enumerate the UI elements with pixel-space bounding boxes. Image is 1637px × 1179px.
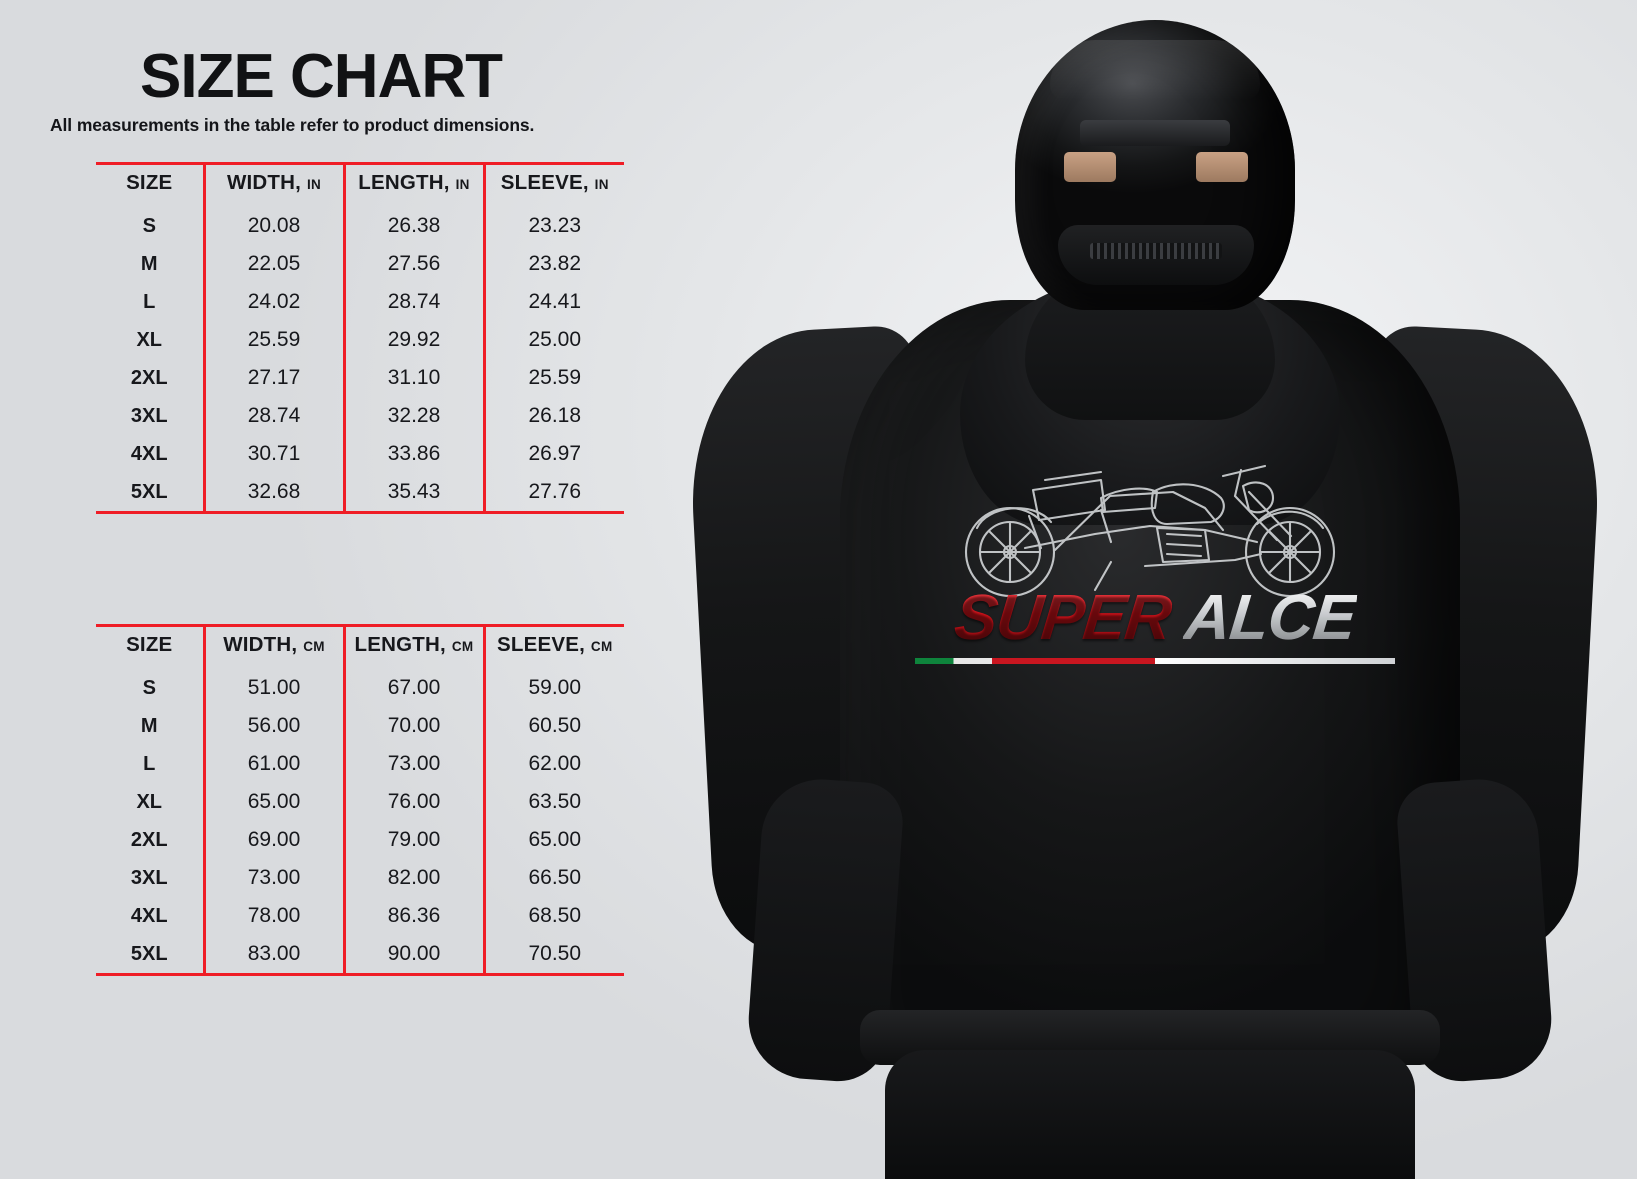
column-header-size: SIZE [126, 633, 173, 657]
column-header-sleeve-unit: CM [590, 639, 613, 655]
table-row [96, 783, 624, 821]
cell-length: 67.00 [344, 669, 484, 707]
cell-width: 73.00 [204, 859, 344, 897]
cell-size: 5XL [130, 942, 168, 965]
table-row [96, 935, 624, 973]
table-row [96, 707, 624, 745]
column-header-width-unit: CM [303, 639, 325, 655]
cell-width: 24.02 [204, 283, 344, 321]
cell-size: 3XL [130, 866, 168, 889]
helmet-left-pad [1064, 152, 1116, 182]
cell-length: 79.00 [344, 821, 484, 859]
cell-width: 61.00 [204, 745, 344, 783]
page-subtitle: All measurements in the table refer to product dimensions. [50, 115, 535, 136]
page-title: SIZE CHART [140, 42, 502, 111]
cell-size: 4XL [130, 442, 168, 465]
helmet-right-pad [1196, 152, 1248, 182]
cell-width: 69.00 [204, 821, 344, 859]
cell-size: S [142, 214, 156, 237]
column-header-width-label: WIDTH, [226, 171, 302, 195]
print-underline [1155, 658, 1395, 664]
cell-size: 2XL [130, 366, 168, 389]
cell-length: 29.92 [344, 321, 484, 359]
cell-sleeve: 24.41 [484, 283, 624, 321]
size-table-centimeters [96, 624, 700, 976]
cell-width: 28.74 [204, 397, 344, 435]
table-row [96, 435, 624, 473]
cell-sleeve: 63.50 [484, 783, 624, 821]
column-header-length-label: LENGTH, [354, 633, 446, 657]
model-pants [885, 1050, 1415, 1179]
cell-width: 32.68 [204, 473, 344, 511]
column-header-width [204, 165, 344, 207]
cell-length: 31.10 [344, 359, 484, 397]
cell-size: 5XL [130, 480, 168, 503]
helmet-vent [1080, 120, 1230, 146]
table-row [96, 245, 624, 283]
table-bottom-rule [96, 973, 624, 976]
cell-width: 83.00 [204, 935, 344, 973]
column-header-sleeve [484, 165, 624, 207]
cell-sleeve: 25.00 [484, 321, 624, 359]
helmet-chin-vent [1090, 243, 1222, 259]
cell-width: 20.08 [204, 207, 344, 245]
product-photo [660, 0, 1637, 1179]
column-header-sleeve-unit: IN [594, 177, 609, 193]
motorcycle-icon [905, 430, 1405, 600]
cell-length: 27.56 [344, 245, 484, 283]
cell-width: 51.00 [204, 669, 344, 707]
model-figure [660, 0, 1637, 1179]
cell-size: 4XL [130, 904, 168, 927]
table-row [96, 669, 624, 707]
cell-width: 25.59 [204, 321, 344, 359]
column-header-length [344, 165, 484, 207]
cell-sleeve: 70.50 [484, 935, 624, 973]
cell-size: XL [136, 328, 163, 351]
tables-container [96, 162, 700, 976]
cell-length: 86.36 [344, 897, 484, 935]
cell-size: 3XL [130, 404, 168, 427]
column-header-width-label: WIDTH, [223, 633, 298, 657]
cell-length: 73.00 [344, 745, 484, 783]
table-row [96, 821, 624, 859]
table-header-row [96, 627, 624, 669]
cell-sleeve: 59.00 [484, 669, 624, 707]
cell-sleeve: 68.50 [484, 897, 624, 935]
cell-length: 32.28 [344, 397, 484, 435]
column-header-width [204, 627, 344, 669]
table-row [96, 359, 624, 397]
wordmark-super: SUPER [951, 581, 1175, 653]
cell-sleeve: 65.00 [484, 821, 624, 859]
cell-sleeve: 25.59 [484, 359, 624, 397]
cell-width: 78.00 [204, 897, 344, 935]
cell-width: 56.00 [204, 707, 344, 745]
cell-length: 33.86 [344, 435, 484, 473]
table-header-row [96, 165, 624, 207]
cell-sleeve: 27.76 [484, 473, 624, 511]
cell-length: 90.00 [344, 935, 484, 973]
cell-sleeve: 60.50 [484, 707, 624, 745]
table-row [96, 859, 624, 897]
table-bottom-rule [96, 511, 624, 514]
table-row [96, 473, 624, 511]
helmet-highlight [1050, 40, 1260, 100]
table-row [96, 397, 624, 435]
cell-sleeve: 23.23 [484, 207, 624, 245]
cell-length: 70.00 [344, 707, 484, 745]
cell-length: 35.43 [344, 473, 484, 511]
column-header-length-unit: CM [451, 639, 474, 655]
column-header-length [344, 627, 484, 669]
column-header-size: SIZE [126, 171, 173, 195]
cell-width: 22.05 [204, 245, 344, 283]
column-header-sleeve-label: SLEEVE, [500, 171, 589, 195]
size-table-inches [96, 162, 700, 514]
cell-sleeve: 23.82 [484, 245, 624, 283]
cell-width: 65.00 [204, 783, 344, 821]
cell-size: L [143, 752, 156, 775]
cell-sleeve: 62.00 [484, 745, 624, 783]
cell-sleeve: 26.18 [484, 397, 624, 435]
column-header-sleeve-label: SLEEVE, [496, 633, 585, 657]
cell-width: 27.17 [204, 359, 344, 397]
cell-length: 28.74 [344, 283, 484, 321]
cell-size: S [142, 676, 156, 699]
column-header-width-unit: IN [306, 177, 322, 193]
cell-size: M [140, 252, 158, 275]
cell-sleeve: 66.50 [484, 859, 624, 897]
cell-size: 2XL [130, 828, 168, 851]
table-row [96, 745, 624, 783]
table-row [96, 897, 624, 935]
table-row [96, 283, 624, 321]
cell-length: 76.00 [344, 783, 484, 821]
back-print-graphic [905, 430, 1405, 690]
table-row [96, 207, 624, 245]
column-header-length-unit: IN [455, 177, 470, 193]
cell-length: 26.38 [344, 207, 484, 245]
cell-size: M [140, 714, 158, 737]
wordmark-alce: ALCE [1180, 581, 1359, 653]
cell-length: 82.00 [344, 859, 484, 897]
cell-size: L [143, 290, 156, 313]
cell-width: 30.71 [204, 435, 344, 473]
cell-size: XL [136, 790, 163, 813]
column-header-length-label: LENGTH, [358, 171, 450, 195]
table-row [96, 321, 624, 359]
column-header-sleeve [484, 627, 624, 669]
size-chart-panel [0, 0, 700, 1179]
print-wordmark [905, 581, 1405, 653]
cell-sleeve: 26.97 [484, 435, 624, 473]
